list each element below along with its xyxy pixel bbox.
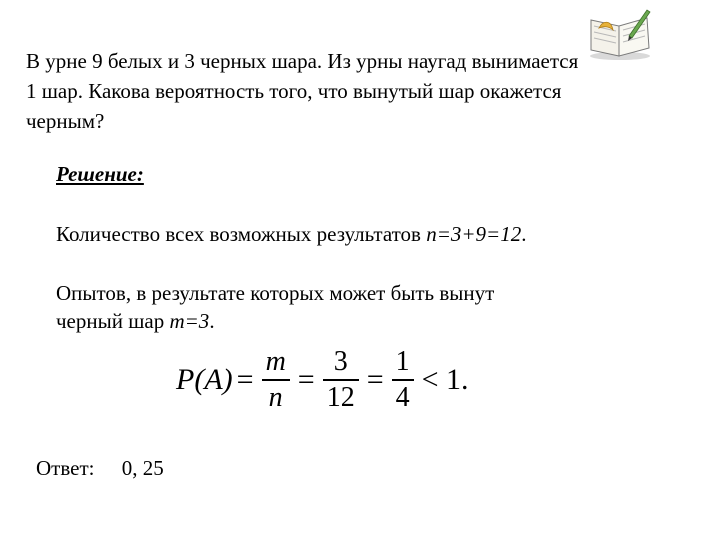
favorable-label: черный шар bbox=[56, 309, 170, 333]
favorable-formula: m=3 bbox=[169, 309, 210, 333]
favorable-line-1: Опытов, в результате которых может быть вынут bbox=[56, 281, 495, 305]
favorable-outcomes-text bbox=[56, 279, 494, 335]
problem-line: В урне 9 белых и 3 черных шара. Из урны наугад вынимается bbox=[26, 49, 579, 73]
fraction-numerator: 3 bbox=[333, 346, 348, 378]
equals-sign: = bbox=[366, 363, 384, 396]
total-outcomes-text bbox=[56, 220, 526, 248]
total-outcomes-label: Количество всех возможных результатов bbox=[56, 222, 427, 246]
favorable-end: . bbox=[209, 309, 215, 333]
answer bbox=[36, 456, 164, 481]
total-outcomes-end: . bbox=[521, 222, 527, 246]
fraction-1-over-4 bbox=[392, 345, 414, 415]
problem-line: черным? bbox=[26, 109, 105, 133]
fraction-m-over-n bbox=[262, 345, 290, 415]
fraction-3-over-12 bbox=[323, 345, 359, 415]
answer-value: 0, 25 bbox=[121, 456, 164, 480]
solution-heading: Решение: bbox=[56, 162, 144, 186]
formula-lhs: P(A) bbox=[176, 363, 233, 396]
total-outcomes-formula: n=3+9=12 bbox=[426, 222, 522, 246]
fraction-denominator: n bbox=[268, 381, 283, 413]
fraction-numerator: 1 bbox=[395, 346, 410, 378]
fraction-numerator: m bbox=[265, 346, 286, 378]
formula-tail: < 1. bbox=[421, 363, 469, 396]
fraction-denominator: 4 bbox=[395, 381, 410, 413]
favorable-line-2 bbox=[56, 307, 494, 335]
problem-statement bbox=[26, 46, 696, 136]
fraction-denominator: 12 bbox=[326, 381, 355, 413]
answer-label: Ответ: bbox=[36, 456, 95, 480]
equals-sign: = bbox=[236, 363, 254, 396]
problem-line: 1 шар. Какова вероятность того, что вынутый шар окажется bbox=[26, 79, 562, 103]
equals-sign: = bbox=[297, 363, 315, 396]
probability-formula bbox=[176, 340, 473, 420]
